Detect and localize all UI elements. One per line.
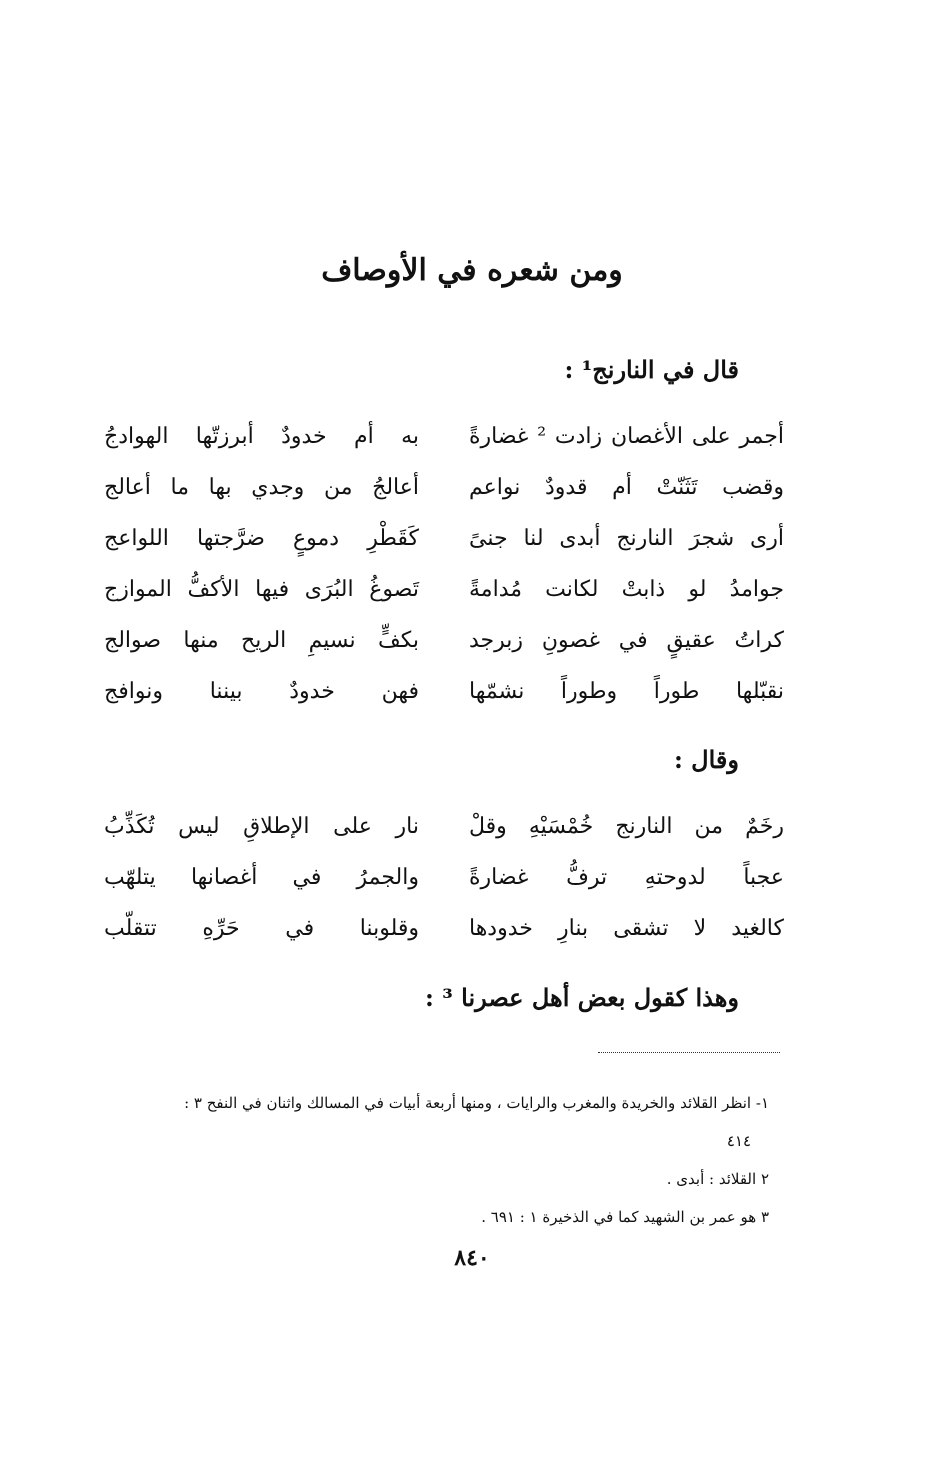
second-hemistich: والجمرُ في أغصانها يتلهّب bbox=[104, 865, 419, 890]
second-hemistich: وقلوبنا في حَرِّهِ تتقلّب bbox=[104, 916, 419, 941]
verse bbox=[104, 513, 784, 564]
first-hemistich: نقبّلها طوراً وطوراً نشمّها bbox=[469, 679, 784, 704]
footnote-separator bbox=[598, 1052, 780, 1053]
footnotes bbox=[109, 1084, 769, 1236]
second-hemistich: أعالجُ من وجدي بها ما أعالج bbox=[104, 475, 419, 500]
verse bbox=[104, 903, 784, 954]
first-hemistich: وقضب تَثَنّتْ أم قدودٌ نواعم bbox=[469, 475, 784, 500]
verse bbox=[104, 462, 784, 513]
poem-intro: وقال : bbox=[673, 745, 739, 774]
verse bbox=[104, 666, 784, 717]
footnote-continuation: ٤١٤ bbox=[726, 1132, 751, 1150]
second-hemistich: بكفٍّ نسيمِ الريح منها صوالج bbox=[104, 628, 419, 653]
first-hemistich: رخَمٌ من النارنج خُمْسَيْهِ وقلْ bbox=[469, 814, 784, 839]
first-hemistich: أجمر على الأغصان زادت ² غضارةً bbox=[469, 424, 784, 449]
verse bbox=[104, 852, 784, 903]
verse bbox=[104, 615, 784, 666]
first-hemistich: جوامدُ لو ذابتْ لكانت مُدامةً bbox=[469, 577, 784, 602]
poem-oranges-second bbox=[104, 801, 784, 954]
footnote: ٣ هو عمر بن الشهيد كما في الذخيرة ١ : ٦٩١ . bbox=[481, 1208, 769, 1226]
page-number: ٨٤٠ bbox=[454, 1245, 490, 1271]
second-hemistich: فهن خدودٌ بيننا ونوافج bbox=[104, 679, 419, 704]
poem-intro: قال في النارنج¹ : bbox=[564, 355, 739, 384]
first-hemistich: عجباً لدوحتهِ ترفُّ غضارةً bbox=[469, 865, 784, 890]
verse bbox=[104, 564, 784, 615]
poem-oranges bbox=[104, 411, 784, 717]
closing-line: وهذا كقول بعض أهل عصرنا ³ : bbox=[425, 983, 739, 1012]
first-hemistich: كراتُ عقيقٍ في غصونِ زبرجد bbox=[469, 628, 784, 653]
second-hemistich: به أم خدودٌ أبرزتّها الهوادجُ bbox=[104, 424, 419, 449]
second-hemistich: تَصوغُ البُرَى فيها الأكفُّ الموازج bbox=[104, 577, 419, 602]
second-hemistich: نار على الإطلاقِ ليس تُكَذِّبُ bbox=[104, 814, 419, 839]
footnote: ٢ القلائد : أبدى . bbox=[666, 1170, 769, 1188]
first-hemistich: أرى شجرَ النارنج أبدى لنا جنىً bbox=[469, 526, 784, 551]
verse bbox=[104, 411, 784, 462]
verse bbox=[104, 801, 784, 852]
footnote: ١- انظر القلائد والخريدة والمغرب والرايات ، ومنها أربعة أبيات في المسالك واثنان في النفح ٣ : bbox=[184, 1094, 769, 1112]
first-hemistich: كالغيد لا تشقى بنارِ خدودها bbox=[469, 916, 784, 941]
section-title: ومن شعره في الأوصاف bbox=[321, 253, 623, 288]
second-hemistich: كَقَطْرِ دموعٍ ضرَّجتها اللواعج bbox=[104, 526, 419, 551]
